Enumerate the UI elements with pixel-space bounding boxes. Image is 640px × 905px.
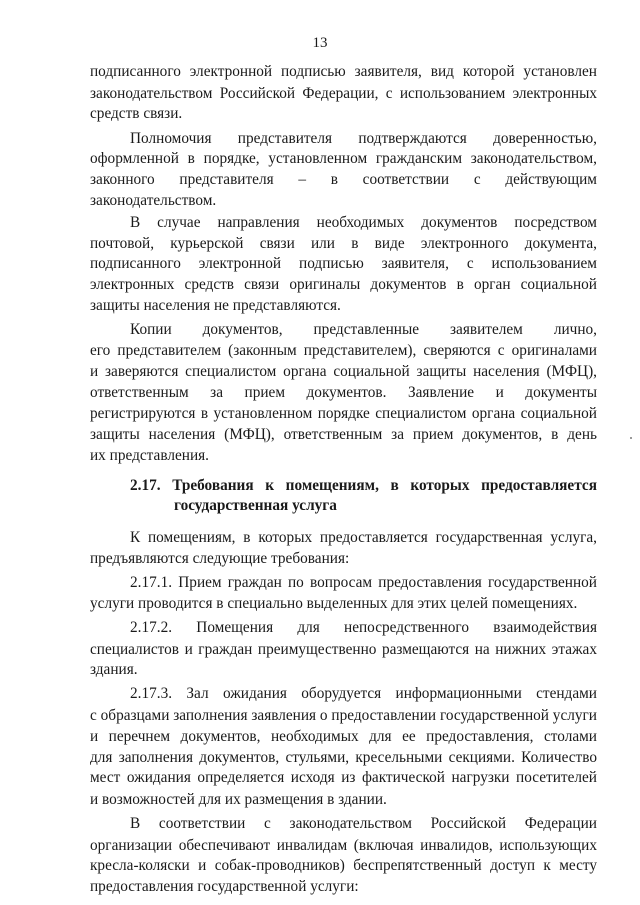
paragraph-line: кресла-коляски и собак-проводников) беспрепятственный доступ к месту bbox=[90, 857, 597, 874]
paragraph-line: ответственным за прием документов. Заявление и документы bbox=[90, 384, 597, 401]
paragraph-line: К помещениям, в которых предоставляется государственная услуга, bbox=[130, 529, 597, 546]
paragraph-line: Копии документов, представленные заявителем лично, bbox=[130, 321, 597, 338]
paragraph-line: 2.17.3. Зал ожидания оборудуется информационными стендами bbox=[130, 685, 597, 702]
section-heading-line: государственная услуга bbox=[174, 497, 337, 514]
paragraph-line: электронных средств связи оригиналы документов в орган социальной bbox=[90, 276, 597, 293]
section-heading-line: 2.17. Требования к помещениям, в которых предоставляется bbox=[130, 477, 597, 494]
paragraph-line: и перечнем документов, необходимых для ее предоставления, столами bbox=[90, 728, 597, 745]
paragraph-line: подписанного электронной подписью заявителя, с использованием bbox=[90, 255, 597, 272]
paragraph-line: здания. bbox=[90, 661, 138, 678]
paragraph-line: средств связи. bbox=[90, 105, 183, 122]
paragraph-line: законодательством. bbox=[90, 192, 217, 209]
paragraph-line: 2.17.1. Прием граждан по вопросам предоставления государственной bbox=[130, 574, 597, 591]
paragraph-line: мест ожидания определяется исходя из фактической нагрузки посетителей bbox=[90, 769, 597, 786]
paragraph-line: В соответствии с законодательством Российской Федерации bbox=[130, 815, 597, 832]
paragraph-line: 2.17.2. Помещения для непосредственного взаимодействия bbox=[130, 619, 597, 636]
paragraph-line: предъявляются следующие требования: bbox=[90, 550, 350, 567]
paragraph-line: защиты населения не представляются. bbox=[90, 297, 341, 314]
paragraph-line: законодательством Российской Федерации, с использованием электронных bbox=[90, 85, 597, 102]
paragraph-line: и возможностей для их размещения в здании. bbox=[90, 791, 387, 808]
page-number: 13 bbox=[312, 35, 328, 51]
paragraph-line: организации обеспечивают инвалидам (включая инвалидов, использующих bbox=[90, 837, 597, 854]
paragraph-line: В случае направления необходимых документов посредством bbox=[130, 214, 597, 231]
paragraph-line: Полномочия представителя подтверждаются доверенностью, bbox=[130, 130, 597, 147]
paragraph-line: их представления. bbox=[90, 447, 209, 464]
paragraph-line: защиты населения (МФЦ), ответственным за прием документов, в день bbox=[90, 426, 597, 443]
paragraph-line: подписанного электронной подписью заявителя, вид которой установлен bbox=[90, 63, 597, 80]
paragraph-line: его представителем (законным представителем), сверяются с оригиналами bbox=[90, 342, 597, 359]
paragraph-line: и заверяются специалистом органа социальной защиты населения (МФЦ), bbox=[90, 363, 597, 380]
paragraph-line: с образцами заполнения заявления о предоставлении государственной услуги bbox=[90, 707, 597, 724]
scan-speck bbox=[630, 437, 632, 439]
paragraph-line: для заполнения документов, стульями, кресельными секциями. Количество bbox=[90, 749, 597, 766]
paragraph-line: специалистов и граждан преимущественно размещаются на нижних этажах bbox=[90, 641, 597, 658]
paragraph-line: услуги проводится в специально выделенных для этих целей помещениях. bbox=[90, 595, 578, 612]
paragraph-line: регистрируются в установленном порядке специалистом органа социальной bbox=[90, 405, 597, 422]
paragraph-line: предоставления государственной услуги: bbox=[90, 878, 359, 895]
paragraph-line: почтовой, курьерской связи или в виде электронного документа, bbox=[90, 235, 597, 252]
paragraph-line: оформленной в порядке, установленном гражданским законодательством, bbox=[90, 150, 597, 167]
paragraph-line: законного представителя – в соответствии с действующим bbox=[90, 171, 597, 188]
